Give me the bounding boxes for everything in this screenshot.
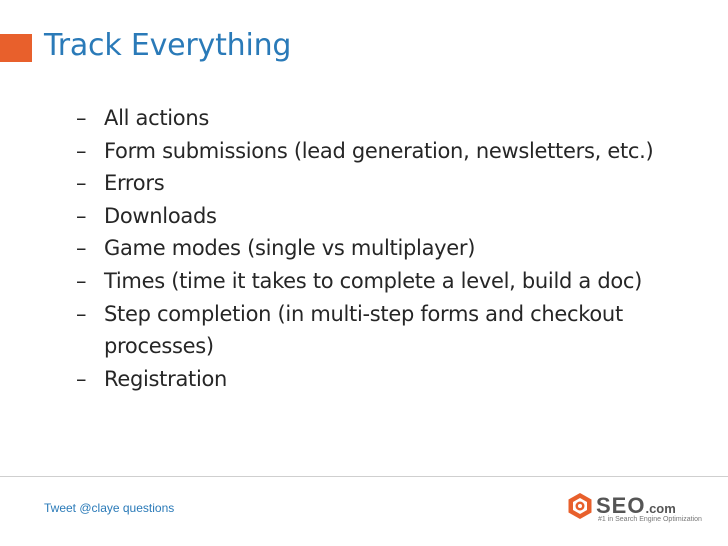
bullet-item	[76, 167, 696, 200]
bullet-item	[76, 265, 696, 298]
bullet-dash: –	[76, 268, 87, 293]
logo-suffix: .com	[645, 501, 676, 516]
bullet-dash: –	[76, 203, 87, 228]
bullet-dash: –	[76, 236, 87, 261]
logo-word: SEO	[596, 493, 646, 518]
bullet-text: Times (time it takes to complete a level, build a doc)	[104, 268, 643, 293]
bullet-item	[76, 135, 696, 168]
logo-tagline: #1 in Search Engine Optimization	[598, 516, 702, 523]
bullet-dash: –	[76, 171, 87, 196]
bullet-item	[76, 363, 696, 396]
slide-title: Track Everything	[44, 28, 292, 63]
title-accent-bar	[0, 34, 32, 62]
bullet-text: Step completion (in multi-step forms and checkout processes)	[104, 301, 623, 359]
bullet-item	[76, 232, 696, 265]
seo-com-logo	[566, 492, 702, 528]
bullet-dash: –	[76, 106, 87, 130]
bullet-text: Downloads	[104, 203, 217, 228]
bullet-item	[76, 200, 696, 233]
bullet-text: Registration	[104, 366, 228, 391]
bullet-text: Errors	[104, 171, 165, 196]
bullet-text: Game modes (single vs multiplayer)	[104, 236, 476, 261]
bullet-text: Form submissions (lead generation, newsletters, etc.)	[104, 138, 654, 163]
footer-divider	[0, 476, 728, 477]
bullet-text: All actions	[104, 106, 209, 130]
bullet-list	[76, 102, 696, 395]
bullet-dash: –	[76, 301, 87, 326]
footer-tweet-text: Tweet @claye questions	[44, 501, 175, 515]
bullet-dash: –	[76, 138, 87, 163]
bullet-item	[76, 102, 696, 135]
hexagon-logo-icon	[566, 492, 594, 520]
bullet-dash: –	[76, 366, 87, 391]
bullet-item	[76, 298, 696, 363]
